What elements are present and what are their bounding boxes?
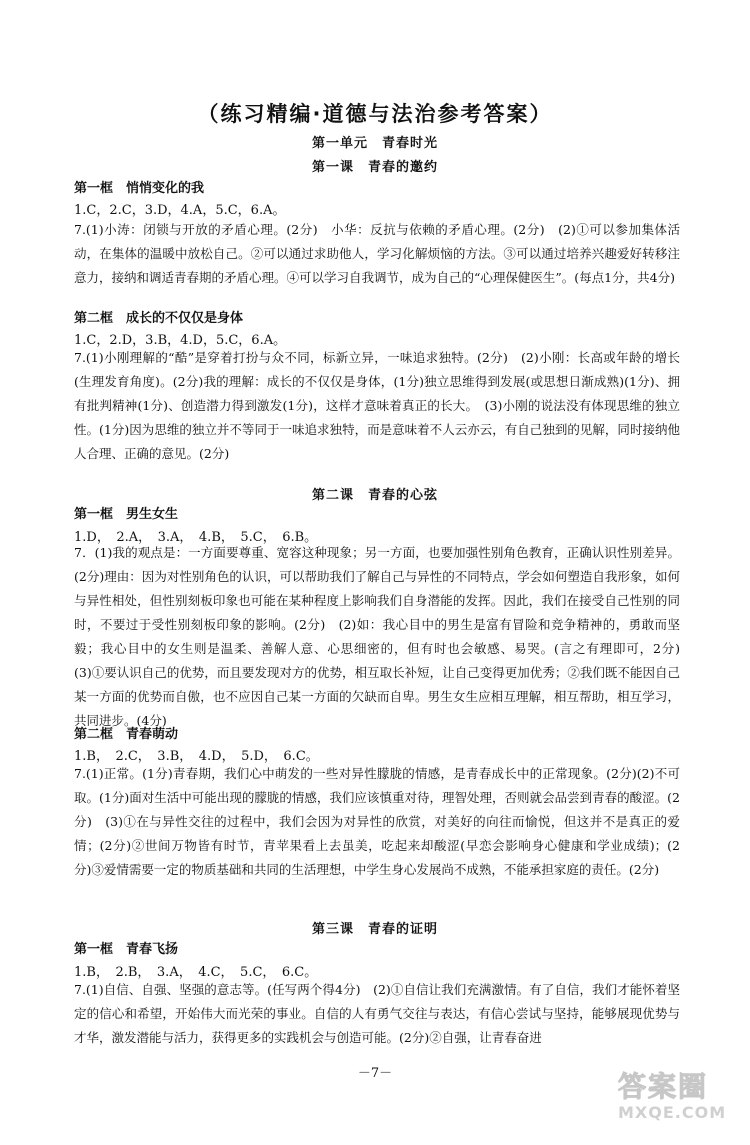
- lesson-heading: 第一课 青春的邀约: [311, 160, 438, 175]
- lesson-heading: 第二课 青春的心弦: [311, 488, 438, 503]
- page-title: （练习精编·道德与法治参考答案）: [197, 102, 553, 126]
- answer-paragraph: 7．(1)我的观点是：一方面要尊重、宽容这种现象；另一方面，也要加强性别角色教育，正确认识性别差异。(2分)理由：因为对性别角色的认识，可以帮助我们了解自己与异性的不同特点，学会如何塑造自我形象，如何与异性相处，但性别刻板印象也可能在某种程度上影响我们自身潜能的发挥。因此，我们在接受自己性别的同时，不要过于受性别刻板印象的影响。(2分) (2)如：我心目中的男生是富有冒险和竞争精神的，勇敢而坚毅；我心目中的女生则是温柔、善解人意、心思细密的，但有时也会敏感、易哭。(言之有理即可，2分) (3)①要认识自己的优势，而且要发现对方的优势，相互取长补短，让自己变得更加优秀；②我们既不能因自己某一方面的优势而自傲，也不应因自己某一方面的欠缺而自卑。男生女生应相互理解，相互帮助，相互学习，共同进步。(4分): [74, 545, 693, 728]
- choice-answers: 1.C，2.C，3.D，4.A，5.C，6.A。: [74, 203, 286, 218]
- choice-answers: 1.D， 2.A， 3.A， 4.B， 5.C， 6.B。: [74, 530, 318, 545]
- answer-paragraph: 7.(1)小刚理解的“酷”是穿着打扮与众不同，标新立异，一味追求独特。(2分) (2)小刚：长高或年龄的增长(生理发育角度)。(2分)我的理解：成长的不仅仅是身体，(1分)独立思维得到发展(或思想日渐成熟)(1分)、拥有批判精神(1分)、创造潜力得到激发(1分)，这样才意味着真正的长大。 (3)小刚的说法没有体现思维的独立性。(1分)因为思维的独立并不等同于一味追求独特，而是意味着不人云亦云，有自己独到的见解，同时接纳他人合理、正确的意见。(2分): [74, 350, 680, 461]
- answer-paragraph: 7.(1)小涛：闭锁与开放的矛盾心理。(2分) 小华：反抗与依赖的矛盾心理。(2分) (2)①可以参加集体活动，在集体的温暖中放松自己。②可以通过求助他人，学习化解烦恼的方法。③可以通过培养兴趣爱好转移注意力，接纳和调适青春期的矛盾心理。④可以学习自我调节，成为自己的“心理保健医生”。(每点1分，共4分): [74, 222, 680, 285]
- answer-paragraph: 7.(1)正常。(1分)青春期，我们心中萌发的一些对异性朦胧的情感，是青春成长中的正常现象。(2分)(2)不可取。(1分)面对生活中可能出现的朦胧的情感，我们应该慎重对待，理智处理，否则就会品尝到青春的酸涩。(2分) (3)①在与异性交往的过程中，我们会因为对异性的欣赏，对美好的向往而愉悦，但这并不是真正的爱情；(2分)②世间万物皆有时节，青苹果看上去虽美，吃起来却酸涩(早恋会影响身心健康和学业成绩)；(2分)③爱情需要一定的物质基础和共同的生活理想，中学生身心发展尚不成熟，不能承担家庭的责任。(2分): [74, 766, 680, 877]
- page-number: －7－: [357, 1066, 393, 1081]
- section-heading: 第一框 男生女生: [74, 507, 179, 522]
- section-heading: 第二框 成长的不仅仅是身体: [74, 311, 244, 326]
- choice-answers: 1.B， 2.B， 3.A， 4.C， 5.C， 6.C。: [74, 965, 318, 980]
- watermark-domain: MXQE.COM: [618, 1103, 727, 1122]
- choice-answers: 1.C，2.D，3.B，4.D，5.C，6.A。: [74, 333, 287, 348]
- answer-paragraph: 7.(1)自信、自强、坚强的意志等。(任写两个得4分) (2)①自信让我们充满激情。有了自信，我们才能怀着坚定的信心和希望，开始伟大而光荣的事业。自信的人有勇气交往与表达，有信心尝试与坚持，能够展现优势与才华，激发潜能与活力，获得更多的实践机会与创造可能。(2分)②自强，让青春奋进: [74, 982, 680, 1045]
- unit-heading: 第一单元 青春时光: [311, 136, 438, 151]
- section-heading: 第一框 青春飞扬: [74, 942, 179, 957]
- watermark-logo: [618, 1065, 738, 1135]
- lesson-heading: 第三课 青春的证明: [311, 922, 438, 937]
- watermark-text: 答案圈: [618, 1070, 709, 1103]
- section-heading: 第二框 青春萌动: [74, 727, 179, 742]
- choice-answers: 1.B， 2.C， 3.B， 4.D， 5.D， 6.C。: [74, 749, 319, 764]
- section-heading: 第一框 悄悄变化的我: [74, 181, 205, 196]
